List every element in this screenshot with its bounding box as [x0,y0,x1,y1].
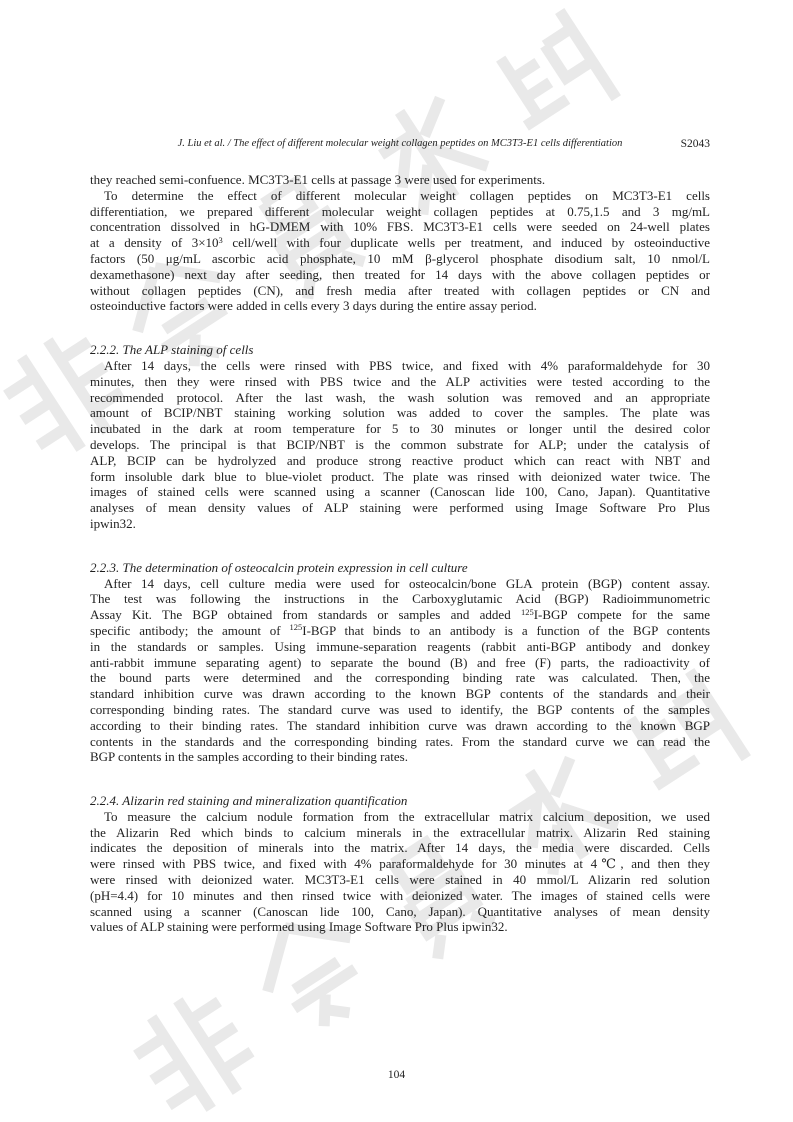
body-text-line: amount of BCIP/NBT staining working solution was added to cover the samples. The plate was [90,405,710,421]
body-text-line: analyses of mean density values of ALP staining were performed using Image Software Pro Plus [90,500,710,516]
body-text-line: To measure the calcium nodule formation from the extracellular matrix calcium deposition, we used [104,808,710,824]
page-number: 104 [387,1069,406,1081]
section-heading: 2.2.2. The ALP staining of cells [90,342,254,358]
body-text-line: develops. The principal is that BCIP/NBT is the common substrate for ALP; under the catalysis of [90,436,710,452]
body-text-line: After 14 days, cell culture media were used for osteocalcin/bone GLA protein (BGP) content assay. [104,575,710,591]
body-text-line: the Alizarin Red which binds to calcium minerals in the extracellular matrix. Alizarin Red staining [90,824,710,840]
body-text-line: (pH=4.4) for 10 minutes and then rinsed twice with deionized water. The images of stained cells were [90,887,710,903]
body-text-line: specific antibody; the amount of $^{125}$I-BGP that binds to an antibody is a function of the BGP contents [90,622,711,638]
body-text-line: recommended protocol. After the last wash, the wash solution was removed and an appropriate [90,389,710,405]
body-text-line: The test was following the instructions in the Carboxyglutamic Acid (BGP) Radioimmunometric [90,591,710,607]
body-text-line: incubated in the dark at room temperature for 5 to 30 minutes or longer until the desired color [90,421,710,437]
running-head [90,137,710,151]
body-text-line: were rinsed with PBS twice, and fixed with 4% paraformaldehyde for 30 minutes at 4℃, and then they [90,856,710,872]
body-text-line: After 14 days, the cells were rinsed with PBS twice, and fixed with 4% paraformaldehyde for 30 [104,357,710,373]
body-text-line: values of ALP staining were performed using Image Software Pro Plus ipwin32. [90,919,508,935]
body-text-line: Assay Kit. The BGP obtained from standards or samples and added $^{125}$I-BGP compete for the same [90,606,710,623]
body-text-line: contents in the standards and the corresponding binding rates. From the standard curve we can read the [90,733,710,749]
body-text-line: differentiation, we prepared different molecular weight collagen peptides at 0.75,1.5 and 3 mg/mL [90,203,710,219]
body-text-line: form insoluble dark blue to blue-violet product. The plate was rinsed with deionized water twice. The [90,468,710,484]
body-text-line: ipwin32. [90,515,136,531]
section-heading: 2.2.4. Alizarin red staining and mineralization quantification [90,793,408,809]
body-text-line: without collagen peptides (CN), and fresh media after treated with collagen peptides or CN and [90,282,710,298]
page-code: S2043 [680,138,710,150]
body-text-line: in the standards or samples. Using immune-separation reagents (rabbit anti-BGP antibody and donkey [90,638,710,654]
article-body [90,172,710,935]
section-heading: 2.2.3. The determination of osteocalcin protein expression in cell culture [90,559,468,575]
body-text-line: images of stained cells were scanned using a scanner (Canoscan lide 100, Cano, Japan). Quantitative [90,484,710,500]
body-text-line: the bound parts were determined and the corresponding binding rate was calculated. Then, the [90,670,710,686]
body-text-line: they reached semi-confuence. MC3T3-E1 cells at passage 3 were used for experiments. [90,172,546,187]
body-text-line: at a density of $3\times 10^3$ cell/well with four duplicate wells per treatment, and induced by osteoinductive [90,234,710,251]
body-text-line: anti-rabbit immune separating agent) to separate the bound (B) and free (F) parts, the radioactivity of [90,654,710,670]
body-text-line: were rinsed with deionized water. MC3T3-E1 cells were stained in 40 mmol/L Alizarin red solution [90,872,710,888]
body-text-line: dexamethasone) next day after seeding, then treated for 14 days with the above collagen peptides or [90,266,710,282]
body-text-line: To determine the effect of different molecular weight collagen peptides on MC3T3-E1 cells [104,187,710,203]
body-text-line: BGP contents in the samples according to their binding rates. [90,749,408,765]
body-text-line: standard inhibition curve was drawn according to the known BGP contents of the standards and their [90,686,710,702]
body-text-line: corresponding binding rates. The standard curve was used to identify, the BGP contents of the samples [90,701,710,717]
body-text-line: according to their binding rates. The standard inhibition curve was drawn according to the known BGP [90,717,710,733]
body-text-line: indicates the deposition of minerals into the matrix. After 14 days, the media were discarded. Cells [90,840,710,856]
body-text-line: ALP, BCIP can be hydrolyzed and produce strong reactive product which can react with NBT and [90,452,710,468]
body-text-line: osteoinductive factors were added in cells every 3 days during the entire assay period. [90,298,537,314]
body-text-line: concentration dissolved in hG-DMEM with 10% FBS. MC3T3-E1 cells were seeded on 24-well plates [90,219,710,235]
running-title: J. Liu et al. / The effect of different molecular weight collagen peptides on MC3T3-E1 cells differentiation [177,138,623,149]
body-text-line: scanned using a scanner (Canoscan lide 100, Cano, Japan). Quantitative analyses of mean density [90,903,710,919]
body-text-line: factors (50 μg/mL ascorbic acid phosphate, 10 mM β-glycerol phosphate disodium salt, 10 nmol/L [90,250,710,266]
body-text-line: minutes, then they were rinsed with PBS twice and the ALP activities were tested according to the [90,373,710,389]
